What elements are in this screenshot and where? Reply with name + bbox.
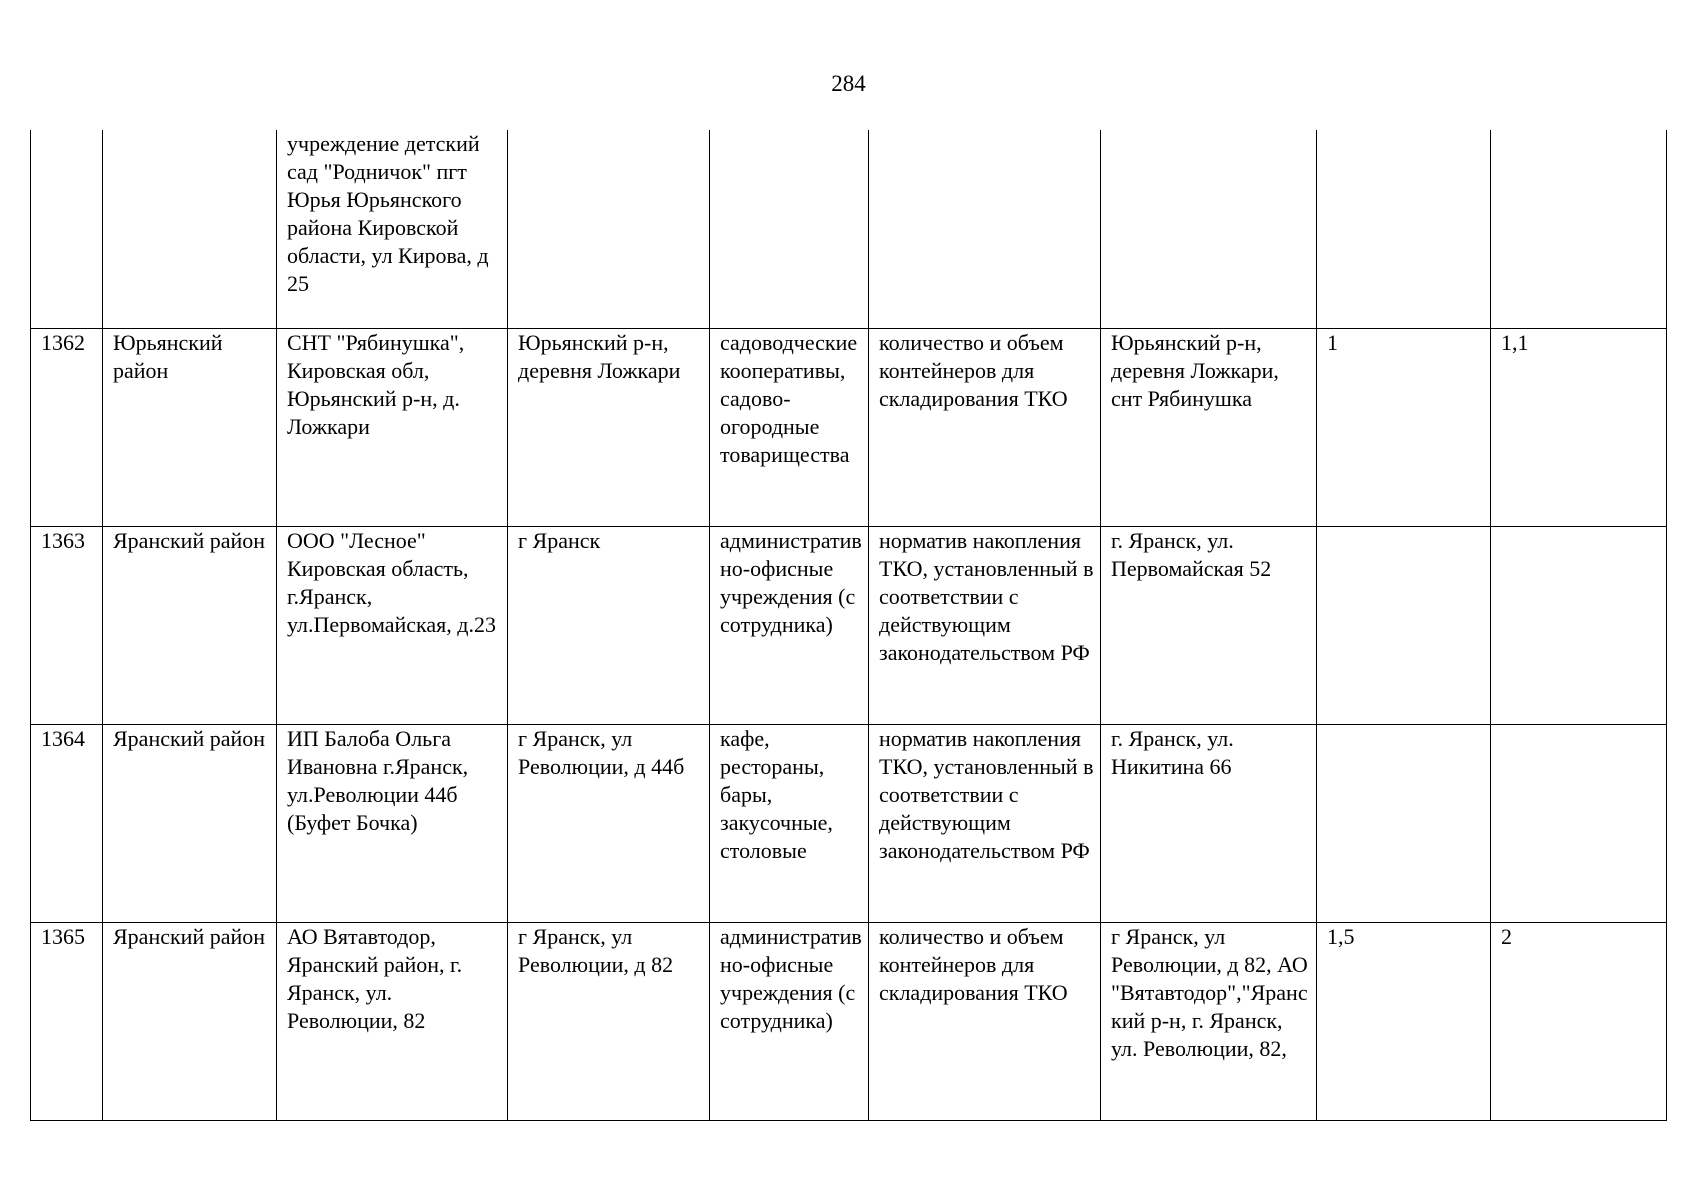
cell-location: г Яранск: [508, 526, 710, 724]
cell-site: г Яранск, ул Революции, д 82, АО "Вятавтодор","Яранский р-н, г. Яранск, ул. Революции, 82,: [1101, 922, 1317, 1120]
cell-district: [103, 130, 277, 328]
cell-count: [1317, 526, 1491, 724]
cell-count: 1: [1317, 328, 1491, 526]
cell-category: кафе, рестораны, бары, закусочные, столовые: [710, 724, 869, 922]
cell-organization: АО Вятавтодор, Яранский район, г. Яранск, ул. Революции, 82: [277, 922, 508, 1120]
cell-method: количество и объем контейнеров для складирования ТКО: [869, 328, 1101, 526]
cell-site: г. Яранск, ул. Никитина 66: [1101, 724, 1317, 922]
cell-location: г Яранск, ул Революции, д 82: [508, 922, 710, 1120]
cell-category: садоводческие кооперативы, садово-огородные товарищества: [710, 328, 869, 526]
cell-location: [508, 130, 710, 328]
cell-count: [1317, 724, 1491, 922]
page-number: 284: [831, 71, 866, 96]
cell-volume: [1491, 526, 1667, 724]
cell-site: Юрьянский р-н, деревня Ложкари, снт Рябинушка: [1101, 328, 1317, 526]
cell-organization: ИП Балоба Ольга Ивановна г.Яранск, ул.Революции 44б (Буфет Бочка): [277, 724, 508, 922]
registry-table: [30, 130, 1667, 1121]
cell-count: [1317, 130, 1491, 328]
cell-id: 1363: [31, 526, 103, 724]
cell-method: норматив накопления ТКО, установленный в соответствии с действующим законодательством РФ: [869, 724, 1101, 922]
table-row: [31, 526, 1667, 724]
cell-id: [31, 130, 103, 328]
cell-location: Юрьянский р-н, деревня Ложкари: [508, 328, 710, 526]
cell-method: [869, 130, 1101, 328]
table-row: [31, 922, 1667, 1120]
cell-count: 1,5: [1317, 922, 1491, 1120]
cell-district: Юрьянский район: [103, 328, 277, 526]
cell-district: Яранский район: [103, 724, 277, 922]
cell-volume: [1491, 130, 1667, 328]
cell-site: [1101, 130, 1317, 328]
cell-site: г. Яранск, ул. Первомайская 52: [1101, 526, 1317, 724]
cell-district: Яранский район: [103, 922, 277, 1120]
cell-category: административно-офисные учреждения (с сотрудника): [710, 922, 869, 1120]
cell-organization: СНТ "Рябинушка", Кировская обл, Юрьянский р-н, д. Ложкари: [277, 328, 508, 526]
cell-method: количество и объем контейнеров для складирования ТКО: [869, 922, 1101, 1120]
cell-category: административно-офисные учреждения (с сотрудника): [710, 526, 869, 724]
cell-id: 1364: [31, 724, 103, 922]
cell-volume: [1491, 724, 1667, 922]
cell-method: норматив накопления ТКО, установленный в соответствии с действующим законодательством РФ: [869, 526, 1101, 724]
cell-id: 1362: [31, 328, 103, 526]
cell-volume: 2: [1491, 922, 1667, 1120]
cell-volume: 1,1: [1491, 328, 1667, 526]
cell-id: 1365: [31, 922, 103, 1120]
table-row: [31, 130, 1667, 328]
cell-location: г Яранск, ул Революции, д 44б: [508, 724, 710, 922]
cell-organization: учреждение детский сад "Родничок" пгт Юрья Юрьянского района Кировской области, ул Кирова, д 25: [277, 130, 508, 328]
cell-organization: ООО "Лесное" Кировская область, г.Яранск, ул.Первомайская, д.23: [277, 526, 508, 724]
table-row: [31, 724, 1667, 922]
cell-category: [710, 130, 869, 328]
table-row: [31, 328, 1667, 526]
cell-district: Яранский район: [103, 526, 277, 724]
